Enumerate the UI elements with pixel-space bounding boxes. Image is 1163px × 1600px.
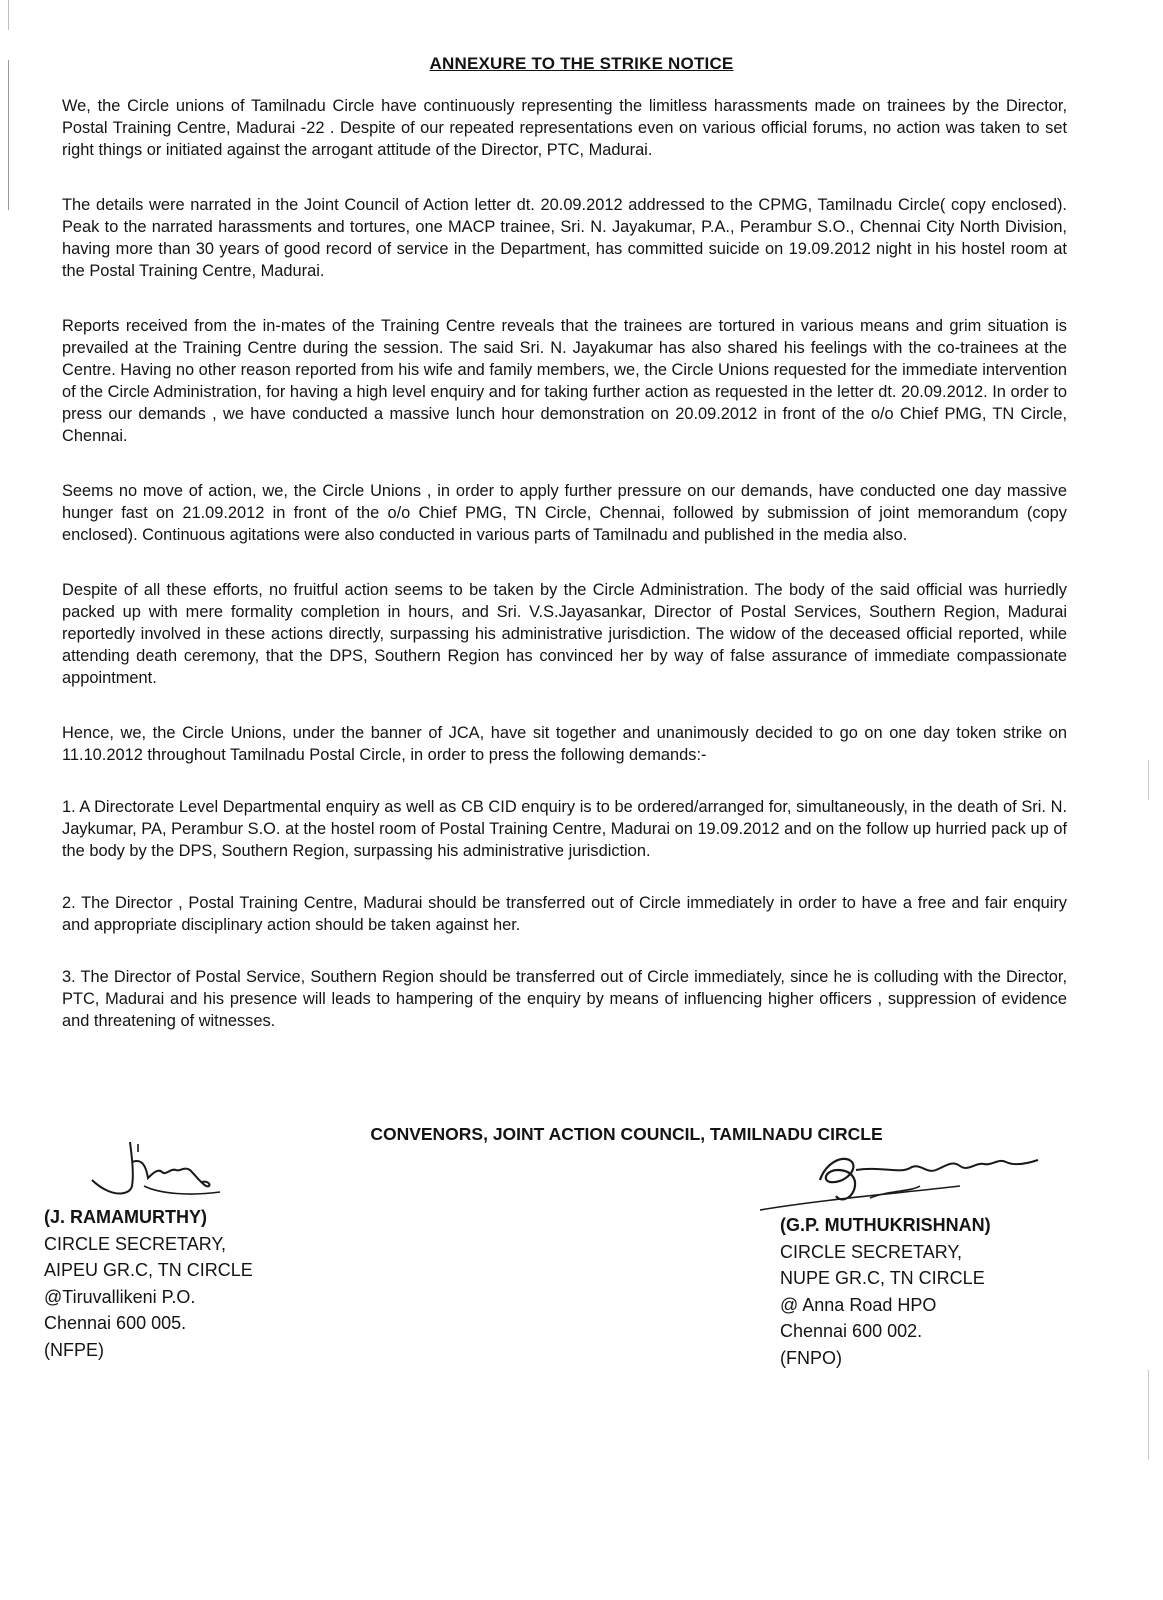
convenors-heading: CONVENORS, JOINT ACTION COUNCIL, TAMILNADU CIRCLE — [370, 1124, 883, 1144]
signatory-address: @Tiruvallikeni P.O. — [44, 1286, 196, 1307]
paragraph-details: The details were narrated in the Joint Council of Action letter dt. 20.09.2012 addressed to the CPMG, Tamilnadu Circle( copy enclosed). Peak to the narrated harassments and tortures, one MACP trainee, Sri. N. Jayakumar, P.A., Perambur S.O., Chennai City North Division, having more than 30 years of good record of service in the Department, has committed suicide on 19.09.2012 night in his hostel room at the Postal Training Centre, Madurai. — [62, 196, 1067, 280]
demand-item: 1. A Directorate Level Departmental enquiry as well as CB CID enquiry is to be ordered/arranged for, simultaneously, in the death of Sri. N. Jaykumar, PA, Perambur S.O. at the hostel room of Postal Training Centre, Madurai on 19.09.2012 and on the follow up hurried pack up of the body by the DPS, Southern Region, surpassing his administrative jurisdiction. — [62, 798, 1067, 860]
signatory-address: @ Anna Road HPO — [780, 1294, 937, 1315]
signatory-federation: (FNPO) — [780, 1347, 842, 1368]
scan-edge-mark — [1148, 1370, 1149, 1460]
signatory-federation: (NFPE) — [44, 1339, 104, 1360]
signatory-city: Chennai 600 002. — [780, 1321, 923, 1341]
signatory-union: AIPEU GR.C, TN CIRCLE — [44, 1260, 253, 1280]
paragraph-strike-decision: Hence, we, the Circle Unions, under the banner of JCA, have sit together and unanimously decided to go on one day token strike on 11.10.2012 throughout Tamilnadu Postal Circle, in order to press the following demands:- — [62, 724, 1067, 764]
signatory-name: (J. RAMAMURTHY) — [44, 1207, 207, 1227]
document-title: ANNEXURE TO THE STRIKE NOTICE — [429, 54, 734, 73]
scan-edge-mark — [1148, 760, 1149, 800]
demand-item: 2. The Director , Postal Training Centre, Madurai should be transferred out of Circle immediately in order to have a free and fair enquiry and appropriate disciplinary action should be taken against her. — [62, 894, 1067, 934]
signatory-left — [44, 1204, 253, 1363]
signature-right — [740, 1140, 1060, 1220]
scan-edge-mark — [8, 60, 9, 210]
signatory-name: (G.P. MUTHUKRISHNAN) — [780, 1215, 991, 1235]
signatory-right — [780, 1212, 991, 1371]
signatory-designation: CIRCLE SECRETARY, — [780, 1241, 963, 1262]
paragraph-reports: Reports received from the in-mates of the Training Centre reveals that the trainees are tortured in various means and grim situation is prevailed at the Training Centre during the session. The said Sri. N. Jayakumar has also shared his feelings with the co-trainees at the Centre. Having no other reason reported from his wife and family members, we, the Circle Unions requested for the immediate intervention of the Circle Administration, for having a high level enquiry and for taking further action as requested in the letter dt. 20.09.2012. In order to press our demands , we have conducted a massive lunch hour demonstration on 20.09.2012 in front of the o/o Chief PMG, TN Circle, Chennai. — [62, 317, 1067, 445]
paragraph-efforts: Despite of all these efforts, no fruitful action seems to be taken by the Circle Administration. The body of the said official was hurriedly packed up with mere formality completion in hours, and Sri. V.S.Jayasankar, Director of Postal Services, Southern Region, Madurai reportedly involved in these actions directly, surpassing his administrative jurisdiction. The widow of the deceased official reported, while attending death ceremony, that the DPS, Southern Region has convinced her by way of false assurance of immediate compassionate appointment. — [62, 581, 1067, 687]
signatory-union: NUPE GR.C, TN CIRCLE — [780, 1268, 985, 1288]
paragraph-hunger-fast: Seems no move of action, we, the Circle Unions , in order to apply further pressure on our demands, have conducted one day massive hunger fast on 21.09.2012 in front of the o/o Chief PMG, TN Circle, Chennai, followed by submission of joint memorandum (copy enclosed). Continuous agitations were also conducted in various parts of Tamilnadu and published in the media also. — [62, 482, 1067, 544]
paragraph-intro: We, the Circle unions of Tamilnadu Circle have continuously representing the limitless harassments made on trainees by the Director, Postal Training Centre, Madurai -22 . Despite of our repeated representations even on various official forums, no action was taken to set right things or initiated against the arrogant attitude of the Director, PTC, Madurai. — [62, 97, 1067, 159]
demand-item: 3. The Director of Postal Service, Southern Region should be transferred out of Circle immediately, since he is colluding with the Director, PTC, Madurai and his presence will leads to hampering of the enquiry by means of influencing higher officers , suppression of evidence and threatening of witnesses. — [62, 968, 1067, 1030]
document-body — [62, 95, 1067, 1062]
signatory-designation: CIRCLE SECRETARY, — [44, 1233, 227, 1254]
signatory-city: Chennai 600 005. — [44, 1313, 187, 1333]
scan-edge-mark — [8, 0, 9, 30]
